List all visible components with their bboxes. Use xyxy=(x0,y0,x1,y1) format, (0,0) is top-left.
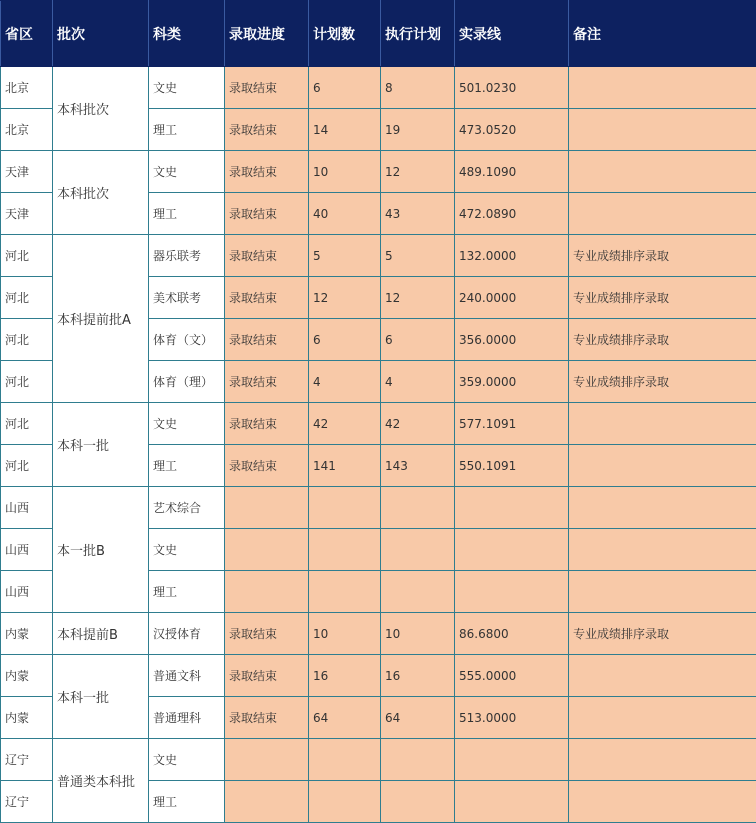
cell-score-line xyxy=(455,487,569,529)
cell-province: 河北 xyxy=(1,445,53,487)
cell-province: 河北 xyxy=(1,277,53,319)
header-batch: 批次 xyxy=(53,1,149,67)
cell-score-line: 359.0000 xyxy=(455,361,569,403)
table-row xyxy=(1,235,756,277)
cell-score-line: 86.6800 xyxy=(455,613,569,655)
cell-progress: 录取结束 xyxy=(225,277,309,319)
cell-plan xyxy=(309,571,381,613)
cell-progress: 录取结束 xyxy=(225,361,309,403)
table-row xyxy=(1,739,756,781)
header-score-line: 实录线 xyxy=(455,1,569,67)
cell-score-line: 513.0000 xyxy=(455,697,569,739)
cell-province: 辽宁 xyxy=(1,781,53,823)
cell-score-line: 489.1090 xyxy=(455,151,569,193)
cell-progress xyxy=(225,781,309,823)
cell-exec-plan xyxy=(381,781,455,823)
cell-exec-plan: 16 xyxy=(381,655,455,697)
cell-exec-plan: 19 xyxy=(381,109,455,151)
cell-score-line: 550.1091 xyxy=(455,445,569,487)
cell-category: 理工 xyxy=(149,445,225,487)
cell-note xyxy=(569,739,756,781)
cell-province: 天津 xyxy=(1,151,53,193)
header-category: 科类 xyxy=(149,1,225,67)
cell-progress: 录取结束 xyxy=(225,403,309,445)
cell-province: 河北 xyxy=(1,403,53,445)
cell-score-line xyxy=(455,529,569,571)
cell-plan: 10 xyxy=(309,151,381,193)
cell-progress xyxy=(225,487,309,529)
cell-exec-plan: 4 xyxy=(381,361,455,403)
cell-province: 河北 xyxy=(1,361,53,403)
cell-batch: 本科提前B xyxy=(53,613,149,655)
cell-note xyxy=(569,151,756,193)
cell-province: 内蒙 xyxy=(1,655,53,697)
cell-batch: 普通类本科批 xyxy=(53,739,149,823)
cell-score-line: 555.0000 xyxy=(455,655,569,697)
cell-category: 理工 xyxy=(149,781,225,823)
cell-province: 内蒙 xyxy=(1,697,53,739)
cell-note xyxy=(569,655,756,697)
cell-category: 文史 xyxy=(149,403,225,445)
cell-score-line: 356.0000 xyxy=(455,319,569,361)
table-row xyxy=(1,67,756,109)
cell-progress: 录取结束 xyxy=(225,151,309,193)
cell-note xyxy=(569,697,756,739)
table-row xyxy=(1,655,756,697)
cell-category: 文史 xyxy=(149,67,225,109)
cell-province: 辽宁 xyxy=(1,739,53,781)
cell-progress: 录取结束 xyxy=(225,109,309,151)
cell-plan: 64 xyxy=(309,697,381,739)
cell-note xyxy=(569,193,756,235)
cell-province: 山西 xyxy=(1,487,53,529)
table-row xyxy=(1,613,756,655)
cell-category: 理工 xyxy=(149,109,225,151)
cell-plan: 6 xyxy=(309,67,381,109)
cell-exec-plan xyxy=(381,571,455,613)
table-row xyxy=(1,403,756,445)
cell-exec-plan: 12 xyxy=(381,151,455,193)
cell-plan xyxy=(309,739,381,781)
cell-exec-plan xyxy=(381,739,455,781)
cell-note: 专业成绩排序录取 xyxy=(569,361,756,403)
cell-note xyxy=(569,67,756,109)
cell-plan: 141 xyxy=(309,445,381,487)
cell-note xyxy=(569,781,756,823)
cell-progress xyxy=(225,571,309,613)
cell-province: 北京 xyxy=(1,109,53,151)
cell-note xyxy=(569,571,756,613)
header-province: 省区 xyxy=(1,1,53,67)
cell-batch: 本科批次 xyxy=(53,151,149,235)
cell-plan: 5 xyxy=(309,235,381,277)
cell-note xyxy=(569,109,756,151)
cell-plan xyxy=(309,781,381,823)
cell-score-line: 240.0000 xyxy=(455,277,569,319)
cell-exec-plan: 6 xyxy=(381,319,455,361)
cell-progress xyxy=(225,739,309,781)
cell-category: 理工 xyxy=(149,571,225,613)
cell-province: 内蒙 xyxy=(1,613,53,655)
cell-province: 河北 xyxy=(1,319,53,361)
cell-exec-plan xyxy=(381,529,455,571)
cell-exec-plan: 5 xyxy=(381,235,455,277)
cell-progress: 录取结束 xyxy=(225,445,309,487)
cell-score-line xyxy=(455,781,569,823)
header-note: 备注 xyxy=(569,1,756,67)
cell-category: 文史 xyxy=(149,739,225,781)
cell-category: 体育（理） xyxy=(149,361,225,403)
cell-plan: 6 xyxy=(309,319,381,361)
cell-category: 文史 xyxy=(149,151,225,193)
cell-province: 北京 xyxy=(1,67,53,109)
cell-progress xyxy=(225,529,309,571)
cell-note xyxy=(569,445,756,487)
cell-note: 专业成绩排序录取 xyxy=(569,319,756,361)
cell-note: 专业成绩排序录取 xyxy=(569,235,756,277)
cell-progress: 录取结束 xyxy=(225,697,309,739)
cell-batch: 本科批次 xyxy=(53,67,149,151)
cell-batch: 本科一批 xyxy=(53,655,149,739)
cell-plan: 40 xyxy=(309,193,381,235)
cell-note xyxy=(569,403,756,445)
cell-progress: 录取结束 xyxy=(225,193,309,235)
cell-category: 汉授体育 xyxy=(149,613,225,655)
table-row xyxy=(1,151,756,193)
cell-progress: 录取结束 xyxy=(225,235,309,277)
cell-score-line: 501.0230 xyxy=(455,67,569,109)
cell-progress: 录取结束 xyxy=(225,655,309,697)
table-row xyxy=(1,487,756,529)
cell-score-line: 473.0520 xyxy=(455,109,569,151)
cell-category: 艺术综合 xyxy=(149,487,225,529)
cell-progress: 录取结束 xyxy=(225,613,309,655)
cell-category: 器乐联考 xyxy=(149,235,225,277)
cell-exec-plan: 43 xyxy=(381,193,455,235)
cell-batch: 本科一批 xyxy=(53,403,149,487)
cell-exec-plan: 143 xyxy=(381,445,455,487)
cell-score-line xyxy=(455,571,569,613)
cell-exec-plan: 64 xyxy=(381,697,455,739)
cell-province: 山西 xyxy=(1,529,53,571)
cell-plan: 10 xyxy=(309,613,381,655)
cell-province: 山西 xyxy=(1,571,53,613)
cell-plan: 12 xyxy=(309,277,381,319)
cell-exec-plan: 42 xyxy=(381,403,455,445)
header-exec-plan: 执行计划 xyxy=(381,1,455,67)
cell-score-line xyxy=(455,739,569,781)
cell-category: 理工 xyxy=(149,193,225,235)
cell-exec-plan: 12 xyxy=(381,277,455,319)
cell-note: 专业成绩排序录取 xyxy=(569,613,756,655)
cell-plan xyxy=(309,487,381,529)
cell-batch: 本科提前批A xyxy=(53,235,149,403)
cell-plan: 42 xyxy=(309,403,381,445)
cell-batch: 本一批B xyxy=(53,487,149,613)
cell-score-line: 472.0890 xyxy=(455,193,569,235)
cell-note xyxy=(569,487,756,529)
cell-progress: 录取结束 xyxy=(225,319,309,361)
header-row xyxy=(1,1,756,67)
cell-progress: 录取结束 xyxy=(225,67,309,109)
header-plan: 计划数 xyxy=(309,1,381,67)
cell-plan xyxy=(309,529,381,571)
cell-exec-plan: 10 xyxy=(381,613,455,655)
cell-exec-plan xyxy=(381,487,455,529)
cell-province: 河北 xyxy=(1,235,53,277)
cell-note xyxy=(569,529,756,571)
cell-category: 文史 xyxy=(149,529,225,571)
cell-category: 普通文科 xyxy=(149,655,225,697)
cell-score-line: 132.0000 xyxy=(455,235,569,277)
cell-plan: 16 xyxy=(309,655,381,697)
cell-plan: 4 xyxy=(309,361,381,403)
cell-category: 普通理科 xyxy=(149,697,225,739)
cell-note: 专业成绩排序录取 xyxy=(569,277,756,319)
cell-province: 天津 xyxy=(1,193,53,235)
cell-plan: 14 xyxy=(309,109,381,151)
cell-score-line: 577.1091 xyxy=(455,403,569,445)
header-progress: 录取进度 xyxy=(225,1,309,67)
cell-category: 体育（文） xyxy=(149,319,225,361)
cell-exec-plan: 8 xyxy=(381,67,455,109)
cell-category: 美术联考 xyxy=(149,277,225,319)
